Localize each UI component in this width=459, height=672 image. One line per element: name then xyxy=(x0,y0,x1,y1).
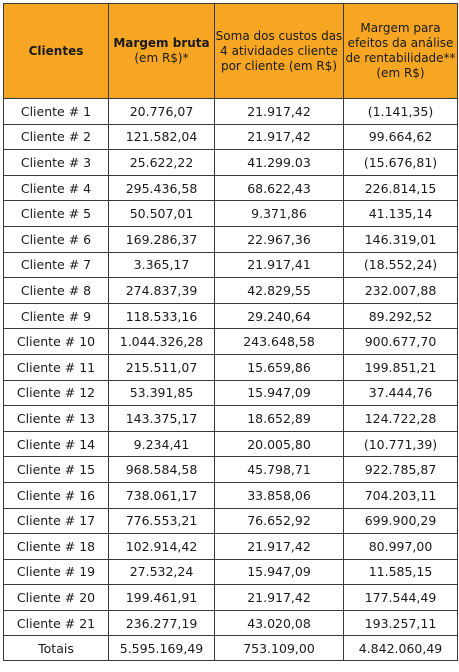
cell-margem-rent: 89.292,52 xyxy=(344,303,458,329)
cell-margem-rent: 37.444,76 xyxy=(344,380,458,406)
cell-margem-rent: 226.814,15 xyxy=(344,175,458,201)
cell-cliente: Cliente # 16 xyxy=(4,482,109,508)
table-row xyxy=(4,201,458,227)
cell-margem-bruta: 143.375,17 xyxy=(109,406,215,432)
cell-cliente: Cliente # 4 xyxy=(4,175,109,201)
cell-margem-bruta: 53.391,85 xyxy=(109,380,215,406)
header-margem-rent-label: Margem para efeitos da análise de rentabilidade** xyxy=(345,21,456,65)
cell-margem-rent: 41.135,14 xyxy=(344,201,458,227)
cell-soma-custos: 243.648,58 xyxy=(215,329,344,355)
cell-cliente: Cliente # 8 xyxy=(4,278,109,304)
cell-margem-bruta: 274.837,39 xyxy=(109,278,215,304)
header-margem-bruta xyxy=(109,4,215,99)
cell-cliente: Cliente # 11 xyxy=(4,354,109,380)
header-margem-rent-unit: (em R$) xyxy=(376,66,425,80)
cell-margem-bruta: 25.622,22 xyxy=(109,150,215,176)
cell-cliente: Cliente # 12 xyxy=(4,380,109,406)
cell-margem-rent: 699.900,29 xyxy=(344,508,458,534)
table-row xyxy=(4,457,458,483)
cell-cliente: Cliente # 19 xyxy=(4,559,109,585)
table-row xyxy=(4,610,458,636)
cell-soma-custos: 20.005,80 xyxy=(215,431,344,457)
cell-soma-custos: 76.652,92 xyxy=(215,508,344,534)
cell-margem-bruta: 3.365,17 xyxy=(109,252,215,278)
cell-cliente: Cliente # 10 xyxy=(4,329,109,355)
cell-soma-custos: 15.947,09 xyxy=(215,559,344,585)
header-soma-custos xyxy=(215,4,344,99)
table-row xyxy=(4,508,458,534)
cell-soma-custos: 43.020,08 xyxy=(215,610,344,636)
cell-margem-rent: 11.585,15 xyxy=(344,559,458,585)
cell-cliente: Cliente # 17 xyxy=(4,508,109,534)
table-row xyxy=(4,482,458,508)
cell-cliente: Cliente # 14 xyxy=(4,431,109,457)
cell-margem-bruta: 738.061,17 xyxy=(109,482,215,508)
cell-margem-bruta: 121.582,04 xyxy=(109,124,215,150)
cell-margem-rent: 99.664,62 xyxy=(344,124,458,150)
cell-margem-rent: 232.007,88 xyxy=(344,278,458,304)
cell-soma-custos: 15.947,09 xyxy=(215,380,344,406)
cell-soma-custos: 41.299.03 xyxy=(215,150,344,176)
cell-margem-bruta: 1.044.326,28 xyxy=(109,329,215,355)
cell-margem-bruta: 776.553,21 xyxy=(109,508,215,534)
header-clientes xyxy=(4,4,109,99)
header-margem-rentabilidade xyxy=(344,4,458,99)
cell-cliente: Cliente # 5 xyxy=(4,201,109,227)
table-row xyxy=(4,406,458,432)
cell-margem-rent: 199.851,21 xyxy=(344,354,458,380)
header-clientes-label: Clientes xyxy=(28,43,84,58)
table-row xyxy=(4,99,458,125)
table-row xyxy=(4,124,458,150)
cell-cliente: Cliente # 13 xyxy=(4,406,109,432)
cell-margem-bruta: 20.776,07 xyxy=(109,99,215,125)
cell-margem-bruta: 9.234,41 xyxy=(109,431,215,457)
table-row xyxy=(4,431,458,457)
cell-soma-custos: 21.917,42 xyxy=(215,585,344,611)
cell-soma-custos: 29.240,64 xyxy=(215,303,344,329)
cell-margem-rent: 193.257,11 xyxy=(344,610,458,636)
cell-margem-rent: 922.785,87 xyxy=(344,457,458,483)
table-row xyxy=(4,585,458,611)
cell-soma-custos: 9.371,86 xyxy=(215,201,344,227)
cell-margem-bruta: 215.511,07 xyxy=(109,354,215,380)
cell-cliente: Cliente # 7 xyxy=(4,252,109,278)
cell-soma-custos: 21.917,42 xyxy=(215,534,344,560)
totals-margem-rent: 4.842.060,49 xyxy=(344,636,458,661)
cell-soma-custos: 21.917,41 xyxy=(215,252,344,278)
cell-soma-custos: 42.829,55 xyxy=(215,278,344,304)
cell-margem-bruta: 199.461,91 xyxy=(109,585,215,611)
cell-cliente: Cliente # 21 xyxy=(4,610,109,636)
cell-cliente: Cliente # 2 xyxy=(4,124,109,150)
cell-cliente: Cliente # 9 xyxy=(4,303,109,329)
cell-margem-bruta: 50.507,01 xyxy=(109,201,215,227)
cell-margem-bruta: 118.533,16 xyxy=(109,303,215,329)
table-row xyxy=(4,252,458,278)
cell-margem-rent: 900.677,70 xyxy=(344,329,458,355)
cell-margem-bruta: 968.584,58 xyxy=(109,457,215,483)
cell-margem-rent: (1.141,35) xyxy=(344,99,458,125)
table-container xyxy=(3,3,457,661)
table-row xyxy=(4,226,458,252)
cell-margem-rent: 146.319,01 xyxy=(344,226,458,252)
table-header xyxy=(4,4,458,99)
totals-label: Totais xyxy=(4,636,109,661)
cell-soma-custos: 15.659,86 xyxy=(215,354,344,380)
cell-soma-custos: 33.858,06 xyxy=(215,482,344,508)
totals-soma-custos: 753.109,00 xyxy=(215,636,344,661)
table-row xyxy=(4,303,458,329)
cell-soma-custos: 21.917,42 xyxy=(215,124,344,150)
header-soma-custos-label: Soma dos custos das 4 atividades cliente por cliente (em R$) xyxy=(215,28,343,73)
cell-margem-bruta: 295.436,58 xyxy=(109,175,215,201)
cell-margem-bruta: 102.914,42 xyxy=(109,534,215,560)
header-margem-bruta-label: Margem bruta xyxy=(113,36,210,50)
table-row xyxy=(4,354,458,380)
cell-margem-rent: 80.997,00 xyxy=(344,534,458,560)
header-row xyxy=(4,4,458,99)
cell-soma-custos: 68.622,43 xyxy=(215,175,344,201)
header-margem-bruta-unit: (em R$)* xyxy=(134,51,189,65)
cell-cliente: Cliente # 1 xyxy=(4,99,109,125)
cell-margem-rent: 124.722,28 xyxy=(344,406,458,432)
cell-margem-rent: 704.203,11 xyxy=(344,482,458,508)
totals-margem-bruta: 5.595.169,49 xyxy=(109,636,215,661)
table-row xyxy=(4,559,458,585)
rentabilidade-table xyxy=(3,3,458,661)
cell-cliente: Cliente # 20 xyxy=(4,585,109,611)
table-row xyxy=(4,329,458,355)
cell-cliente: Cliente # 18 xyxy=(4,534,109,560)
cell-margem-bruta: 169.286,37 xyxy=(109,226,215,252)
totals-row xyxy=(4,636,458,661)
cell-cliente: Cliente # 6 xyxy=(4,226,109,252)
table-row xyxy=(4,534,458,560)
cell-cliente: Cliente # 3 xyxy=(4,150,109,176)
cell-soma-custos: 21.917,42 xyxy=(215,99,344,125)
cell-margem-rent: (15.676,81) xyxy=(344,150,458,176)
cell-margem-rent: (18.552,24) xyxy=(344,252,458,278)
table-body xyxy=(4,99,458,661)
cell-soma-custos: 18.652,89 xyxy=(215,406,344,432)
cell-margem-bruta: 27.532,24 xyxy=(109,559,215,585)
cell-margem-rent: 177.544,49 xyxy=(344,585,458,611)
table-row xyxy=(4,380,458,406)
table-row xyxy=(4,278,458,304)
cell-soma-custos: 22.967,36 xyxy=(215,226,344,252)
cell-margem-rent: (10.771,39) xyxy=(344,431,458,457)
table-row xyxy=(4,150,458,176)
cell-soma-custos: 45.798,71 xyxy=(215,457,344,483)
cell-margem-bruta: 236.277,19 xyxy=(109,610,215,636)
cell-cliente: Cliente # 15 xyxy=(4,457,109,483)
table-row xyxy=(4,175,458,201)
